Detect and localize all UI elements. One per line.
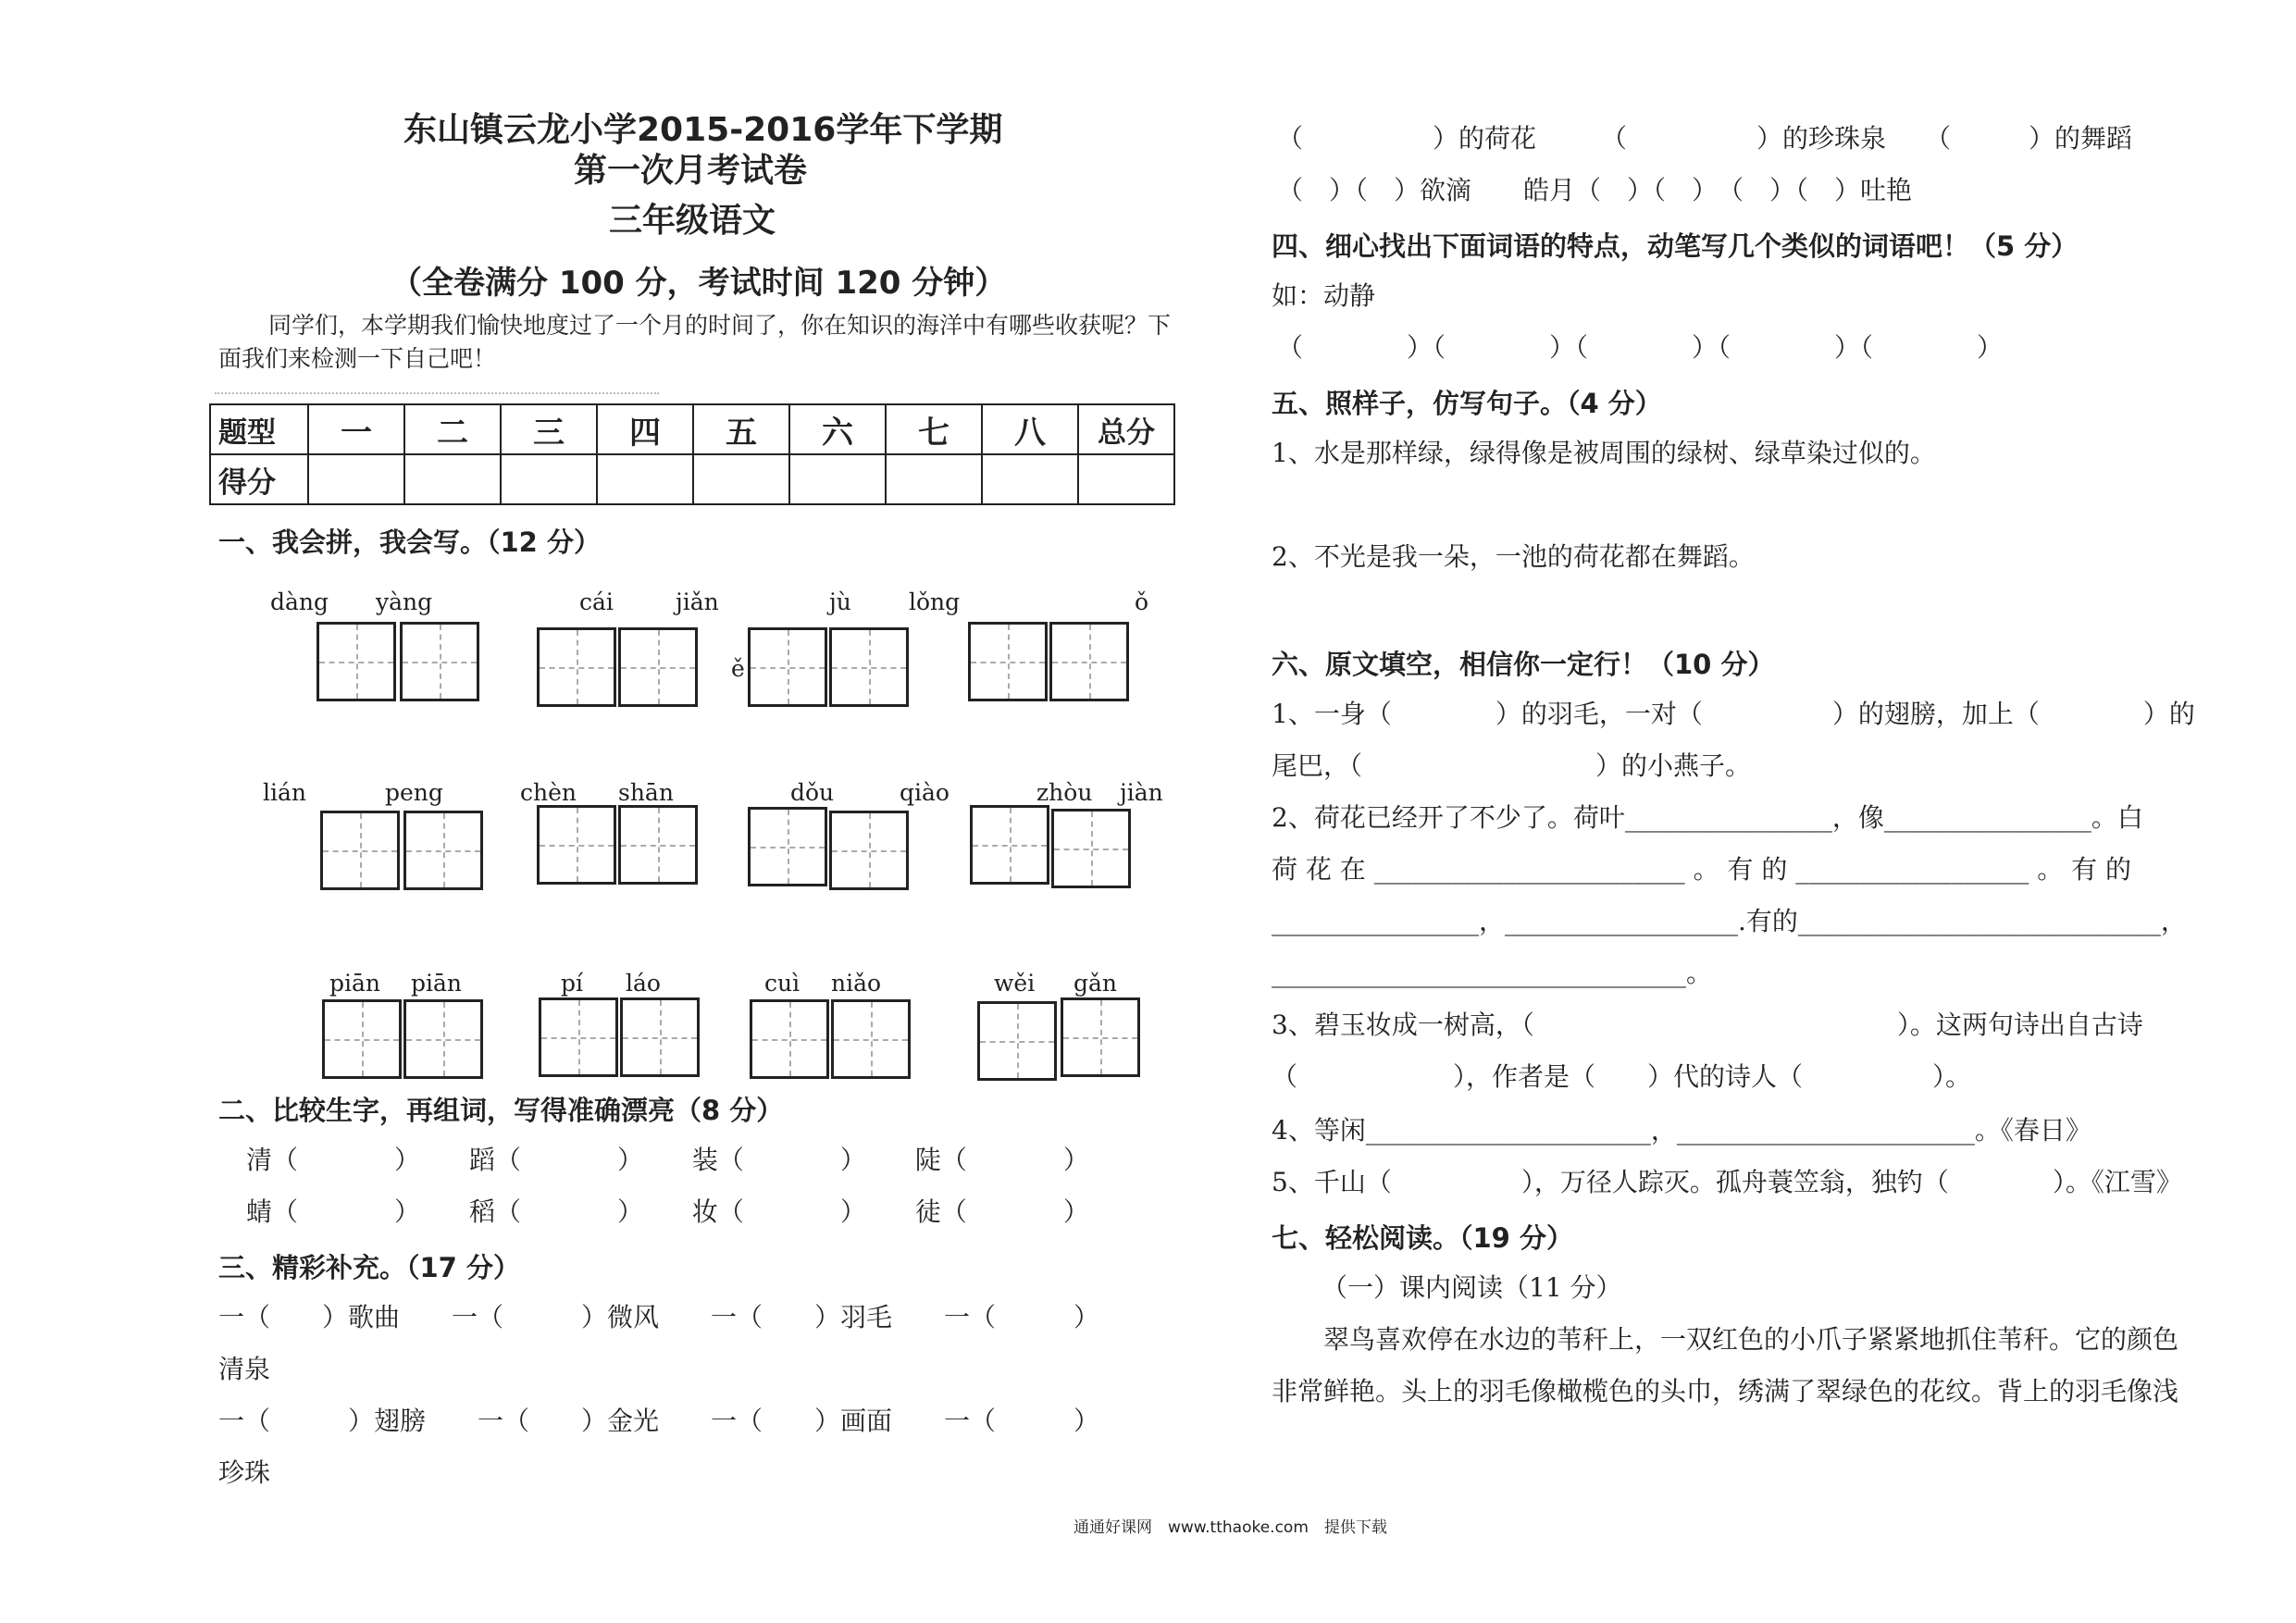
score-input-cell[interactable] [597,454,693,504]
compare-item: 蜻（ [246,1196,299,1227]
pinyin-label: niǎo [831,970,882,997]
pinyin-label: ǒ [1135,588,1149,615]
reading-paragraph: 非常鲜艳。头上的羽毛像橄榄色的头巾，绣满了翠绿色的花纹。背上的羽毛像浅 [1272,1376,2179,1406]
question-text: ________________________________。 [1272,958,1713,988]
question-text: 4、等闲______________________，_______________________。《春日》 [1272,1115,2091,1146]
fill-line: （ ）（ ）（ ）（ ）（ ） [1277,332,2004,363]
question-text: 尾巴，（ ）的小燕子。 [1272,750,1752,781]
pinyin-label: cuì [764,970,800,997]
writing-box[interactable] [320,811,400,890]
table-cell: 五 [693,404,789,454]
compare-item: 妆（ [691,1196,744,1227]
fill-line: 一（ ）翅膀 一（ ）金光 一（ ）画面 一（ ） [218,1406,1100,1436]
pinyin-label: láo [626,970,661,997]
fill-line: 珍珠 [218,1457,271,1488]
compare-item: 稻（ [468,1196,521,1227]
pinyin-label: shān [618,779,674,806]
writing-box[interactable] [1049,622,1129,701]
footer-credit: 通通好课网 www.tthaoke.com 提供下载 [1074,1518,1387,1537]
writing-box[interactable] [750,999,829,1079]
writing-box[interactable] [537,805,616,885]
table-cell: 总分 [1078,404,1174,454]
compare-item: 清（ [246,1145,299,1175]
pinyin-label: piān [411,970,463,997]
table-cell: 二 [404,404,501,454]
exam-subject: 三年级语文 [609,202,776,240]
section-4-heading: 四、细心找出下面词语的特点，动笔写几个类似的词语吧！（5 分） [1272,230,2079,262]
pinyin-label: jiàn [1120,779,1163,806]
pinyin-label: lǒng [909,588,961,615]
question-text: 2、荷花已经开了不少了。荷叶________________，像________________。白 [1272,802,2143,833]
pinyin-label: pí [561,970,583,997]
table-cell: 八 [982,404,1078,454]
writing-box[interactable] [748,807,827,886]
writing-box[interactable] [977,1001,1057,1081]
writing-box[interactable] [831,999,911,1079]
score-input-cell[interactable] [789,454,886,504]
intro-text: 同学们，本学期我们愉快地度过了一个月的时间了，你在知识的海洋中有哪些收获呢？下 [268,312,1172,339]
pinyin-label: ě [731,655,745,682]
pinyin-label: wěi [994,970,1036,997]
score-input-cell[interactable] [308,454,404,504]
writing-box[interactable] [316,622,396,701]
writing-box[interactable] [618,805,698,885]
score-input-cell[interactable] [501,454,597,504]
question-text: 1、一身（ ）的羽毛，一对（ ）的翅膀，加上（ ）的 [1272,699,2195,729]
exam-info: （全卷满分 100 分，考试时间 120 分钟） [391,265,1007,302]
fill-line: （ ）（ ）欲滴 皓月（ ）（ ） （ ）（ ）吐艳 [1277,175,1913,205]
section-6-heading: 六、原文填空，相信你一定行！（10 分） [1272,649,1775,680]
score-input-cell[interactable] [1078,454,1174,504]
question-text: 1、水是那样绿，绿得像是被周围的绿树、绿草染过似的。 [1272,438,1936,468]
writing-box[interactable] [539,997,618,1077]
writing-box[interactable] [403,999,483,1079]
example-text: 如：动静 [1272,280,1376,311]
exam-subtitle: 第一次月考试卷 [574,152,808,190]
intro-text-2: 面我们来检测一下自己吧！ [218,345,497,372]
compare-item: 徒（ [914,1196,967,1227]
question-text: 3、碧玉妆成一树高，（ ）。这两句诗出自古诗 [1272,1010,2143,1040]
section-1-heading: 一、我会拼，我会写。（12 分） [218,527,601,558]
table-cell: 四 [597,404,693,454]
writing-box[interactable] [403,811,483,890]
score-table [209,403,1175,505]
writing-box[interactable] [618,627,698,707]
subsection-heading: （一）课内阅读（11 分） [1322,1272,1622,1303]
section-3-heading: 三、精彩补充。（17 分） [218,1252,520,1283]
writing-box[interactable] [322,999,402,1079]
reading-paragraph: 翠鸟喜欢停在水边的苇秆上，一双红色的小爪子紧紧地抓住苇秆。它的颜色 [1323,1324,2179,1355]
table-cell: 六 [789,404,886,454]
pinyin-label: chèn [520,779,577,806]
writing-box[interactable] [829,811,909,890]
pinyin-label: piān [329,970,381,997]
pinyin-label: dàng [270,588,329,615]
fill-line: 一（ ）歌曲 一（ ）微风 一（ ）羽毛 一（ ） [218,1302,1100,1332]
writing-box[interactable] [829,627,909,707]
compare-item: 陡（ [914,1145,967,1175]
table-cell: 题型 [210,404,308,454]
question-text: 5、千山（ ），万径人踪灭。孤舟蓑笠翁，独钓（ ）。《江雪》 [1272,1167,2182,1197]
writing-box[interactable] [968,622,1048,701]
pinyin-label: dǒu [790,779,835,806]
dotted-divider [215,392,659,394]
pinyin-label: peng [385,779,443,806]
question-text: （ ），作者是（ ）代的诗人（ ）。 [1272,1061,1972,1092]
writing-box[interactable] [748,627,827,707]
pinyin-label: lián [263,779,306,806]
score-table-row-scores [210,454,1174,504]
pinyin-label: yàng [376,588,433,615]
table-cell: 七 [886,404,982,454]
pinyin-label: jù [829,588,851,615]
score-input-cell[interactable] [693,454,789,504]
table-cell: 三 [501,404,597,454]
fill-line: （ ）的荷花 （ ）的珍珠泉 （ ）的舞蹈 [1277,123,2133,154]
exam-title: 东山镇云龙小学2015-2016学年下学期 [403,111,1003,149]
writing-box[interactable] [400,622,479,701]
pinyin-label: qiào [900,779,949,806]
score-input-cell[interactable] [404,454,501,504]
fill-line: 清泉 [218,1354,271,1384]
question-text: 荷 花 在 ________________________ 。 有 的 __________________ 。 有 的 [1272,854,2132,885]
pinyin-label: zhòu [1036,779,1093,806]
pinyin-label: gǎn [1074,970,1118,997]
writing-box[interactable] [620,997,700,1077]
writing-box[interactable] [537,627,616,707]
writing-box[interactable] [970,805,1049,885]
section-7-heading: 七、轻松阅读。（19 分） [1272,1222,1573,1254]
question-text: ________________，__________________.有的____________________________， [1272,906,2187,936]
writing-box[interactable] [1051,809,1131,888]
pinyin-label: jiǎn [676,588,719,615]
writing-box[interactable] [1061,997,1140,1077]
compare-row-2: 蜻（ ） 稻（ ） 妆（ ） 徒（ ） [246,1196,1089,1227]
pinyin-label: cái [579,588,614,615]
section-2-heading: 二、比较生字，再组词，写得准确漂亮（8 分） [218,1095,784,1126]
table-cell: 得分 [210,454,308,504]
score-input-cell[interactable] [886,454,982,504]
compare-item: 蹈（ [468,1145,521,1175]
question-text: 2、不光是我一朵，一池的荷花都在舞蹈。 [1272,541,1755,572]
compare-item: 装（ [691,1145,744,1175]
compare-row-1: 清（ ） 蹈（ ） 装（ ） 陡（ ） [246,1145,1089,1175]
score-table-row-types [210,404,1174,454]
section-5-heading: 五、照样子，仿写句子。（4 分） [1272,388,1662,419]
score-input-cell[interactable] [982,454,1078,504]
table-cell: 一 [308,404,404,454]
